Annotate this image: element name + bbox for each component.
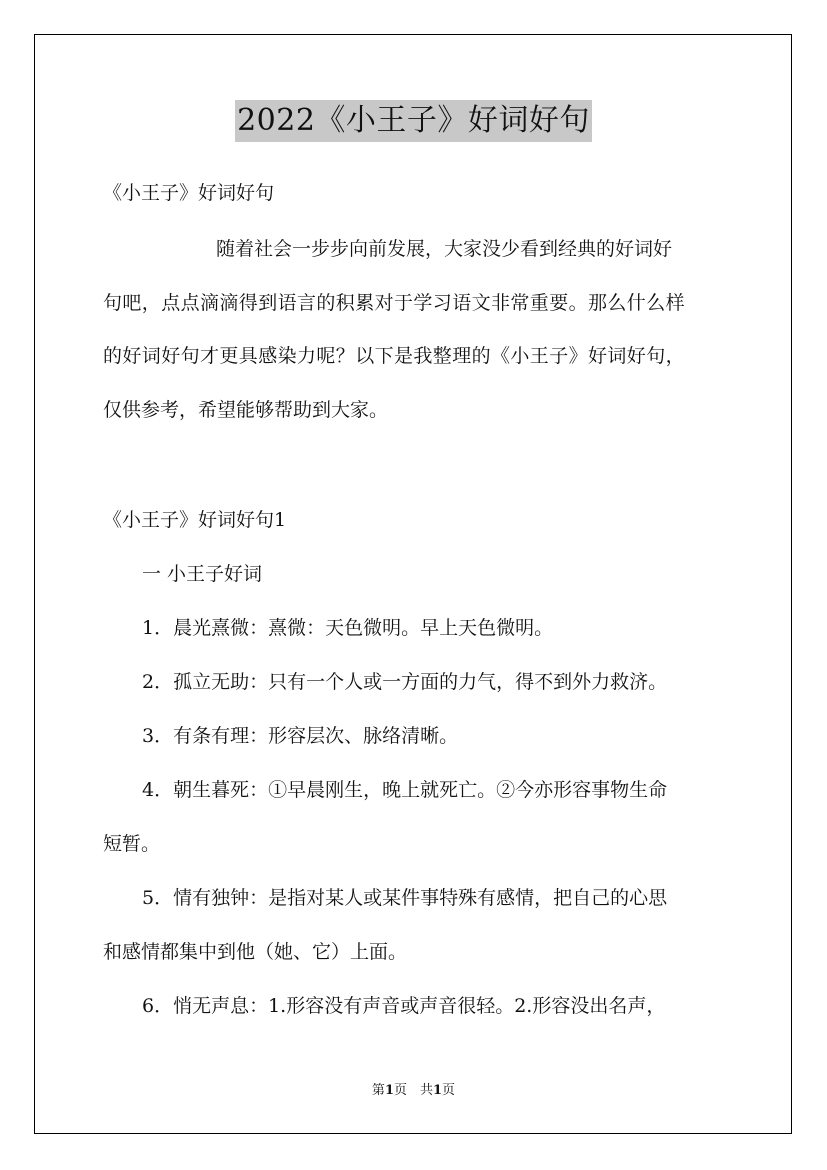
footer-suffix: 页 bbox=[442, 1083, 456, 1098]
footer-page-current: 1 bbox=[384, 1083, 394, 1098]
section-heading: 《小王子》好词好句1 bbox=[103, 509, 287, 531]
list-item: 1．晨光熹微：熹微：天色微明。早上天色微明。 bbox=[142, 617, 554, 639]
list-item: 6．悄无声息：1.形容没有声音或声音很轻。2.形容没出名声， bbox=[142, 995, 666, 1017]
intro-line-1: 随着社会一步步向前发展，大家没少看到经典的好词好 bbox=[216, 238, 673, 260]
intro-line-2: 句吧，点点滴滴得到语言的积累对于学习语文非常重要。那么什么样 bbox=[103, 292, 686, 314]
intro-line-4: 仅供参考，希望能够帮助到大家。 bbox=[103, 399, 389, 421]
document-title: 2022《小王子》好词好句 bbox=[235, 100, 592, 142]
list-item: 3．有条有理：形容层次、脉络清晰。 bbox=[142, 725, 459, 747]
footer-prefix: 第 bbox=[371, 1083, 385, 1098]
list-item: 5．情有独钟：是指对某人或某件事特殊有感情，把自己的心思 bbox=[142, 887, 668, 909]
footer-mid: 页 共 bbox=[393, 1083, 433, 1098]
subtitle: 《小王子》好词好句 bbox=[103, 182, 275, 204]
list-item: 4．朝生暮死：①早晨刚生，晚上就死亡。②今亦形容事物生命 bbox=[142, 779, 668, 801]
footer-page-total: 1 bbox=[433, 1083, 443, 1098]
sub-heading: 一 小王子好词 bbox=[142, 563, 263, 585]
list-item: 2．孤立无助：只有一个人或一方面的力气，得不到外力救济。 bbox=[142, 671, 668, 693]
page-footer bbox=[0, 1082, 827, 1100]
list-item-continuation: 和感情都集中到他（她、它）上面。 bbox=[103, 941, 408, 963]
intro-line-3: 的好词好句才更具感染力呢？以下是我整理的《小王子》好词好句， bbox=[103, 345, 686, 367]
list-item-continuation: 短暂。 bbox=[103, 833, 161, 855]
title-container bbox=[0, 100, 827, 142]
